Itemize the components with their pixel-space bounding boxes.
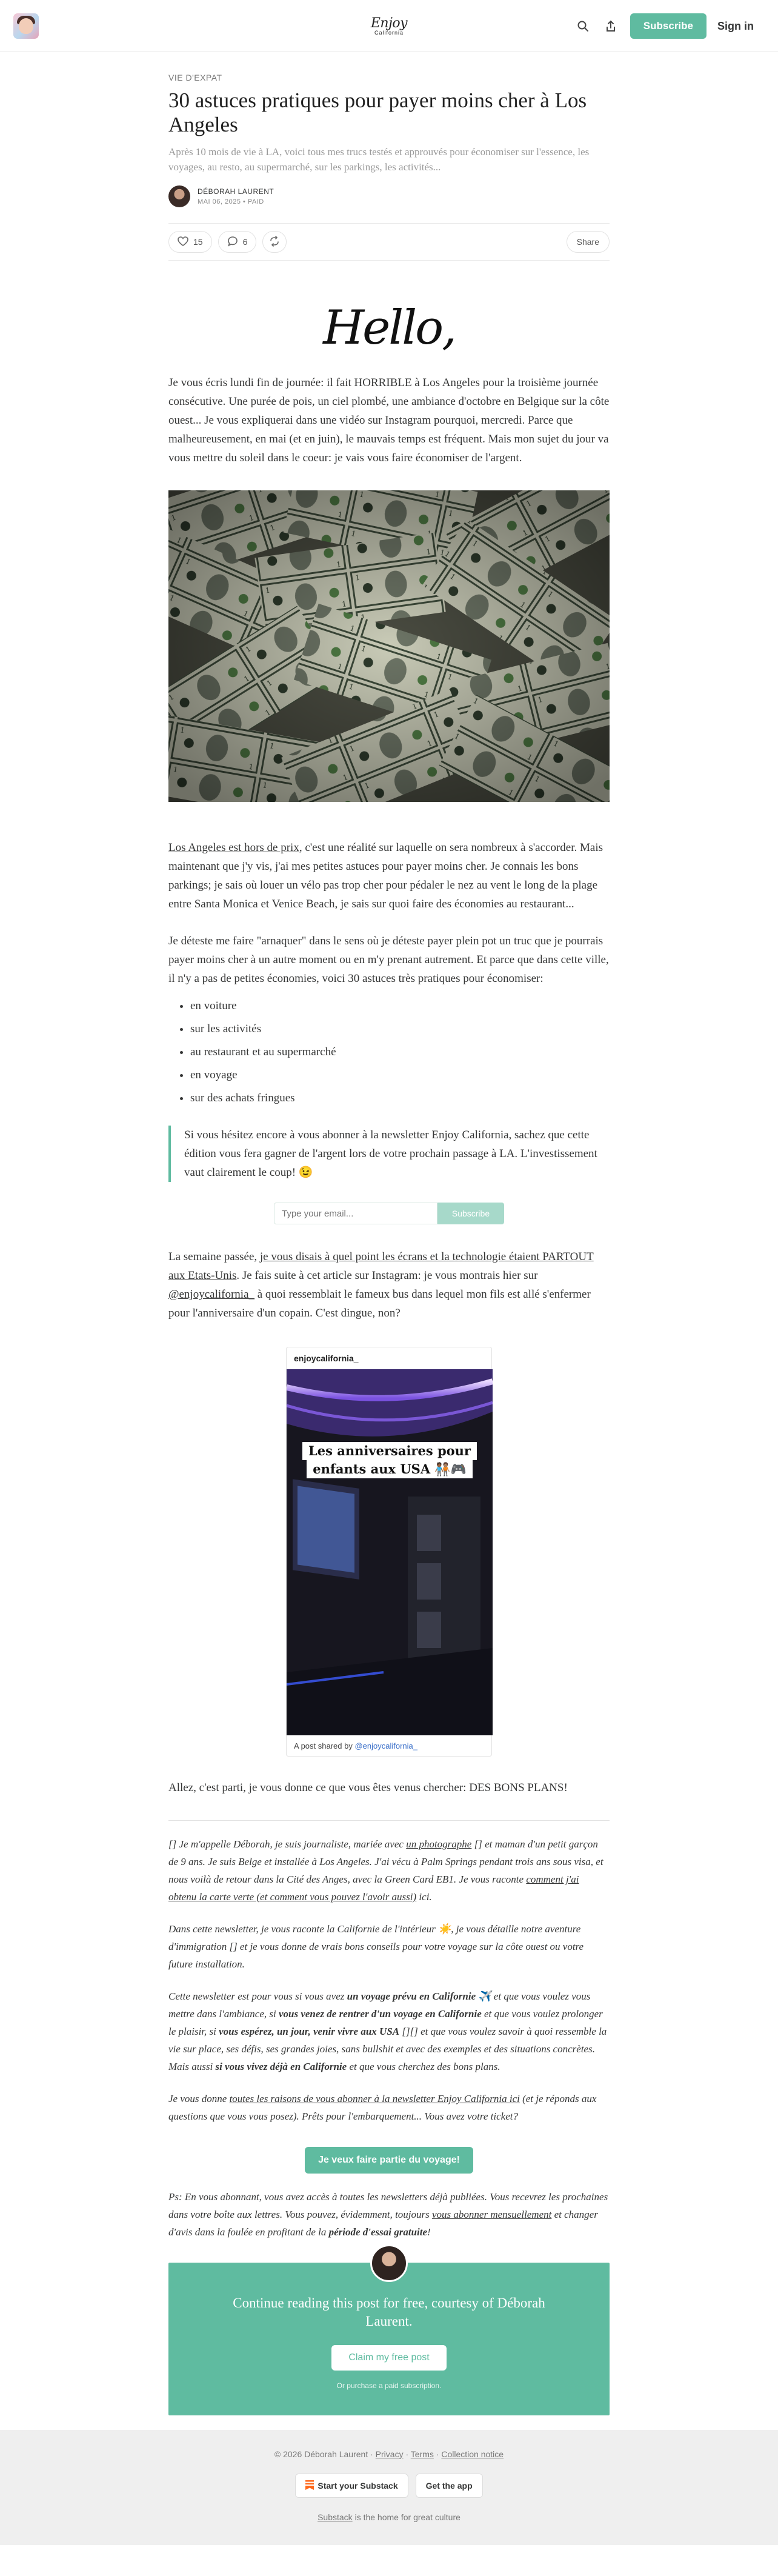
start-substack-button[interactable]: Start your Substack [295,2474,408,2498]
list-item: • en voyage [190,1066,610,1084]
bio-ps: Ps: En vous abonnant, vous avez accès à toutes les newsletters déjà publiées. Vous recevrez les prochaines dans votre boîte aux lettres. Vous pouvez, évidemment, toujours vous abonner mensuellement et changer d'avis dans la foulée en profitant de la période d'essai gratuite! [168,2191,608,2238]
site-footer [0,2430,778,2545]
post-actions [168,223,610,261]
link-raisons-abonner[interactable]: toutes les raisons de vous abonner à la newsletter Enjoy California ici [229,2093,520,2104]
paywall-box [168,2263,610,2415]
instagram-footer: A post shared by @enjoycalifornia_ [294,1741,417,1750]
paragraph-bons-plans: Allez, c'est parti, je vous donne ce que vous êtes venus chercher: DES BONS PLANS! [168,1781,568,1794]
list-item: • en voiture [190,996,610,1015]
substack-link[interactable]: Substack [318,2512,353,2522]
bio-intro: [] Je m'appelle Déborah, je suis journaliste, mariée avec un photographe [] et maman d'un petit garçon de 9 ans. Je suis Belge et installée à Los Angeles. J'ai vécu à Palm Springs pendant trois ans sous visa, et nous voilà de retour dans la Cité des Anges, avec la Green Card EB1. Je vous raconte comment j'ai obtenu la carte verte (et comment vous pouvez l'avoir aussi) ici. [168,1838,603,1903]
collection-notice-link[interactable]: Collection notice [441,2449,504,2459]
like-button[interactable] [168,231,212,253]
bio-audience: Cette newsletter est pour vous si vous avez un voyage prévu en Californie ✈️ et que vous voulez vous mettre dans l'ambiance, si vous venez de rentrer d'un voyage en Californie et que vous voulez prolonger le plaisir, si vous espérez, un jour, venir vivre aux USA [][] et que vous voulez savoir à quoi ressemble la vie sur place, ses défis, ses grandes joies, sans bullshit et avec des exemples et des situations concrètes. Mais aussi si vous vivez déjà en Californie et que vous cherchez des bons plans. [168,1990,607,2072]
footer-tagline: Substack is the home for great culture [318,2512,460,2522]
share-upload-icon[interactable] [602,18,619,35]
substack-logo-icon [305,2480,314,2492]
article [168,73,610,2415]
author-bio [168,1835,610,2125]
paragraph-arnaque: Je déteste me faire "arnaquer" dans le sens où je déteste payer plein pot un truc que je pourrais payer moins cher à un autre moment ou en m'y prenant autrement. Et parce que dans cette ville, il n'y a pas de petites économies, voici 30 astuces très pratiques pour économiser: [168,935,609,985]
pull-quote: Si vous hésitez encore à vous abonner à la newsletter Enjoy California, sachez que cette édition vous fera gagner de l'argent lors de votre prochain passage à LA. L'investissement vaut clairement le coup! 😉 [168,1126,610,1182]
share-button[interactable]: Share [567,231,610,253]
paywall-title: Continue reading this post for free, courtesy of Déborah Laurent. [233,2295,545,2329]
privacy-link[interactable]: Privacy [375,2449,404,2459]
top-bar [0,0,778,52]
divider [168,1820,610,1821]
instagram-embed[interactable] [286,1347,492,1757]
post-date: MAI 06, 2025 • PAID [198,198,264,205]
claim-free-post-button[interactable]: Claim my free post [331,2345,446,2371]
list-item: • au restaurant et au supermarché [190,1043,610,1061]
email-input[interactable] [274,1203,437,1224]
link-green-card[interactable]: comment j'ai obtenu la carte verte (et comment vous pouvez l'avoir aussi) [168,1874,579,1903]
restack-button[interactable] [262,231,287,253]
link-hors-de-prix[interactable]: Los Angeles est hors de prix [168,841,299,854]
subscribe-form [274,1203,504,1224]
link-ecrans-article[interactable]: je vous disais à quel point les écrans et la technologie étaient PARTOUT aux Etats-Unis [168,1250,594,1282]
search-icon[interactable] [574,18,591,35]
link-abonner-mensuellement[interactable]: vous abonner mensuellement [432,2209,552,2220]
author-avatar[interactable] [168,185,190,207]
instagram-username[interactable]: enjoycalifornia_ [294,1353,359,1363]
purchase-subscription-link[interactable]: Or purchase a paid subscription. [336,2381,442,2390]
form-subscribe-button[interactable]: Subscribe [437,1203,504,1224]
restack-icon [269,236,280,249]
publication-wordmark[interactable]: Enjoy California [370,16,408,36]
footer-legal: © 2026 Déborah Laurent · Privacy · Terms · Collection notice [274,2449,504,2459]
instagram-media-party-bus[interactable] [287,1369,493,1735]
join-journey-button[interactable]: Je veux faire partie du voyage! [305,2147,473,2174]
bio-newsletter: Dans cette newsletter, je vous raconte la Californie de l'intérieur ☀️, je vous détaille notre aventure d'immigration [] et je vous donne de vrais bons conseils pour votre voyage sur la côte ouest ou votre future installation. [168,1923,584,1970]
tips-list [168,996,610,1107]
terms-link[interactable]: Terms [410,2449,434,2459]
bio-reasons: Je vous donne toutes les raisons de vous abonner à la newsletter Enjoy California ici (et je réponds aux questions que vous vous posez). Prêts pour l'embarquement... Vous avez votre ticket? [168,2093,597,2122]
post-subtitle: Après 10 mois de vie à LA, voici tous mes trucs testés et approuvés pour économiser sur l'essence, les voyages, au resto, au supermarché, sur les parkings, les activités... [168,146,590,173]
heart-icon [178,236,188,248]
paywall-author-avatar [370,2244,408,2282]
post-category[interactable]: VIE D'EXPAT [168,73,222,82]
link-instagram-handle[interactable]: @enjoycalifornia_ [168,1288,254,1301]
hello-handwriting: Hello, [323,301,455,355]
like-count: 15 [193,237,203,247]
list-item: • sur des achats fringues [190,1089,610,1107]
instagram-footer-link[interactable]: @enjoycalifornia_ [354,1741,417,1750]
hero-image-dollar-bills[interactable] [168,490,610,802]
get-app-button[interactable]: Get the app [416,2474,483,2498]
signin-button[interactable]: Sign in [717,19,754,32]
author-name[interactable]: DÉBORAH LAURENT [198,187,274,196]
post-title: 30 astuces pratiques pour payer moins cher à Los Angeles [168,88,587,136]
byline [168,185,610,207]
comment-icon [227,236,238,249]
comment-count: 6 [242,237,248,247]
paragraph-expensive: Los Angeles est hors de prix, c'est une réalité sur laquelle on sera nombreux à s'accorder. Mais maintenant que j'y vis, j'ai mes petites astuces pour payer moins cher. Je connais les bons parkings; je sais où louer un vélo pas trop cher pour pédaler le nez au vent le long de la plage entre Santa Monica et Venice Beach, je sais sur quoi faire des économies au restaurant... [168,841,603,910]
paragraph-screens: La semaine passée, je vous disais à quel point les écrans et la technologie étaient PARTOUT aux Etats-Unis. Je fais suite à cet article sur Instagram: je vous montrais hier sur @enjoycalifornia_ à quoi ressemblait le fameux bus dans lequel mon fils est allé s'enfermer pour l'anniversaire d'un copain. C'est dingue, non? [168,1250,594,1320]
header-subscribe-button[interactable]: Subscribe [630,13,707,39]
comment-button[interactable] [218,231,257,253]
paragraph-intro: Je vous écris lundi fin de journée: il fait HORRIBLE à Los Angeles pour la troisième journée consécutive. Une purée de pois, un ciel plombé, une ambiance d'octobre en Belgique sur la côte ouest... Je vous expliquerai dans une vidéo sur Instagram pourquoi, mercredi. Parce que malheureusement, en mai (et en juin), le mauvais temps est fréquent. Mais mon sujet du jour va vous mettre du soleil dans le coeur: je vais vous faire économiser de l'argent. [168,376,610,464]
link-photographe[interactable]: un photographe [406,1838,472,1850]
instagram-caption-overlay: Les anniversaires pour enfants aux USA 🧑🏾‍🤝‍🧑🏽🎮 [287,1442,493,1478]
list-item: • sur les activités [190,1019,610,1038]
